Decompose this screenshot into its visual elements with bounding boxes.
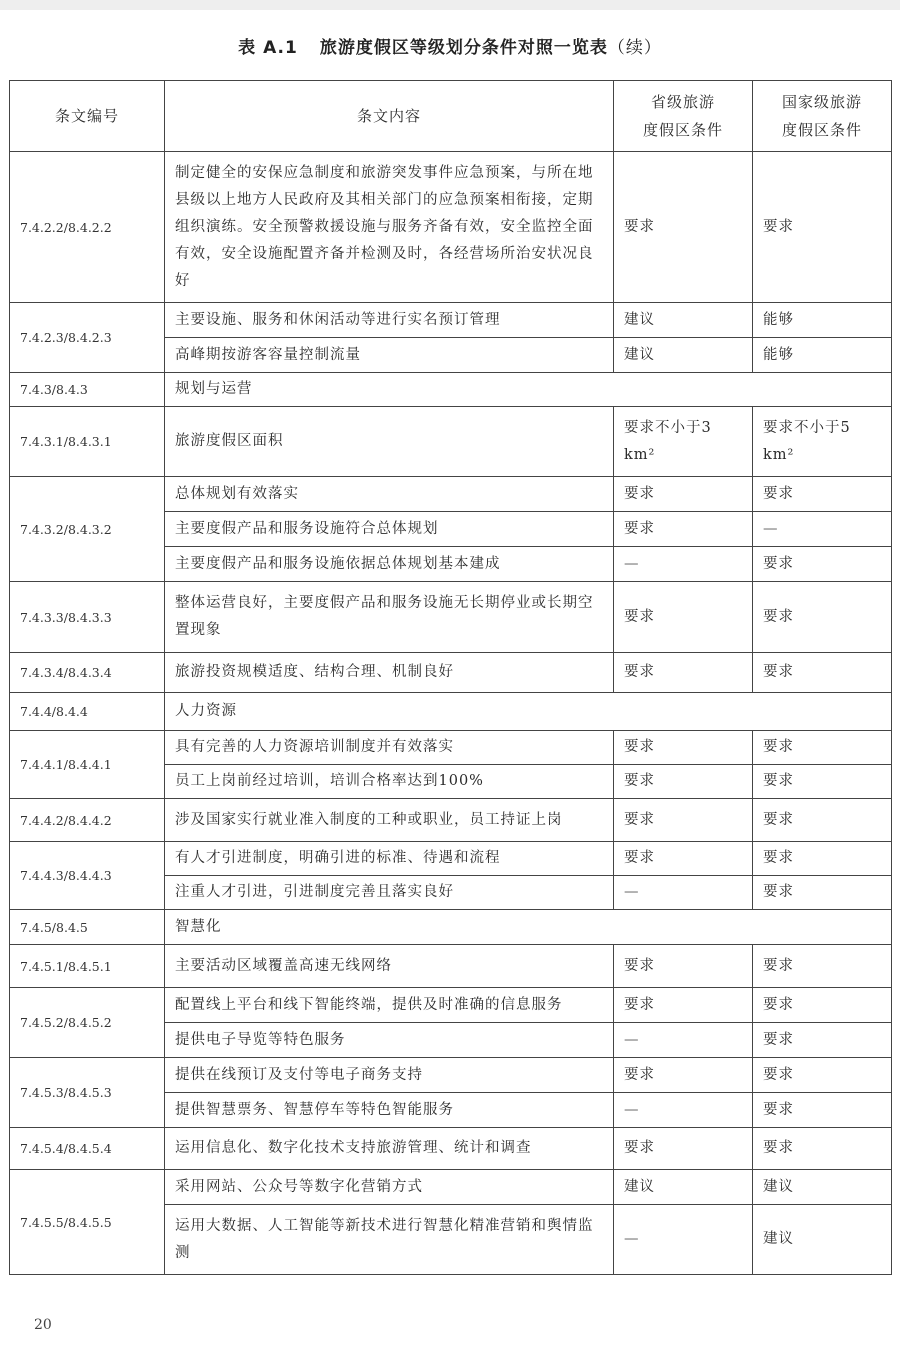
- provincial-condition: 建议: [614, 1170, 753, 1205]
- national-condition: 要求: [753, 799, 892, 842]
- provincial-condition: 要求: [614, 799, 753, 842]
- section-title: 规划与运营: [165, 373, 892, 407]
- provincial-condition: 要求: [614, 653, 753, 693]
- table-row: [10, 842, 892, 876]
- national-condition: 要求: [753, 988, 892, 1023]
- table-row: [10, 945, 892, 988]
- national-condition: 要求: [753, 731, 892, 765]
- national-condition: —: [753, 512, 892, 547]
- clause-code: 7.4.5.5/8.4.5.5: [10, 1170, 165, 1275]
- provincial-condition: 建议: [614, 338, 753, 373]
- table-row: [10, 477, 892, 512]
- provincial-condition: 要求: [614, 988, 753, 1023]
- clause-content: 采用网站、公众号等数字化营销方式: [165, 1170, 614, 1205]
- clause-content: 具有完善的人力资源培训制度并有效落实: [165, 731, 614, 765]
- section-code: 7.4.3/8.4.3: [10, 373, 165, 407]
- clause-content: 涉及国家实行就业准入制度的工种或职业，员工持证上岗: [165, 799, 614, 842]
- table-row: [10, 653, 892, 693]
- clause-content: 提供智慧票务、智慧停车等特色智能服务: [165, 1093, 614, 1128]
- provincial-condition: 要求: [614, 152, 753, 303]
- page-number: 20: [34, 1317, 52, 1333]
- clause-content: 旅游投资规模适度、结构合理、机制良好: [165, 653, 614, 693]
- provincial-condition: 要求: [614, 512, 753, 547]
- national-condition: 要求: [753, 945, 892, 988]
- table-label: 表 A.1: [238, 38, 298, 58]
- clause-code: 7.4.4.3/8.4.4.3: [10, 842, 165, 910]
- provincial-condition: 要求不小于3 km²: [614, 407, 753, 477]
- provincial-condition: —: [614, 1023, 753, 1058]
- clause-content: 运用大数据、人工智能等新技术进行智慧化精准营销和舆情监测: [165, 1205, 614, 1275]
- table-row: [10, 988, 892, 1023]
- clause-content: 有人才引进制度，明确引进的标准、待遇和流程: [165, 842, 614, 876]
- clause-code: 7.4.2.2/8.4.2.2: [10, 152, 165, 303]
- clause-content: 运用信息化、数字化技术支持旅游管理、统计和调查: [165, 1128, 614, 1170]
- clause-content: 提供在线预订及支付等电子商务支持: [165, 1058, 614, 1093]
- table-row: [10, 152, 892, 303]
- national-condition: 要求: [753, 152, 892, 303]
- clause-code: 7.4.4.1/8.4.4.1: [10, 731, 165, 799]
- clause-content: 总体规划有效落实: [165, 477, 614, 512]
- header-provincial-line1: 省级旅游: [650, 93, 715, 111]
- clause-content: 整体运营良好，主要度假产品和服务设施无长期停业或长期空置现象: [165, 582, 614, 653]
- header-provincial: [614, 81, 753, 152]
- clause-code: 7.4.5.2/8.4.5.2: [10, 988, 165, 1058]
- provincial-condition: 要求: [614, 582, 753, 653]
- provincial-condition: 要求: [614, 1058, 753, 1093]
- table-row: [10, 731, 892, 765]
- table-body: [10, 152, 892, 1275]
- provincial-condition: —: [614, 547, 753, 582]
- comparison-table: [9, 80, 892, 1275]
- clause-content: 主要活动区域覆盖高速无线网络: [165, 945, 614, 988]
- header-national-line1: 国家级旅游: [781, 93, 862, 111]
- clause-content: 主要度假产品和服务设施符合总体规划: [165, 512, 614, 547]
- section-row: [10, 373, 892, 407]
- table-row: [10, 303, 892, 338]
- section-code: 7.4.4/8.4.4: [10, 693, 165, 731]
- section-row: [10, 910, 892, 945]
- provincial-condition: —: [614, 1093, 753, 1128]
- header-provincial-line2: 度假区条件: [642, 121, 723, 139]
- table-row: [10, 1058, 892, 1093]
- national-condition: 要求: [753, 582, 892, 653]
- clause-code: 7.4.5.3/8.4.5.3: [10, 1058, 165, 1128]
- table-row: [10, 407, 892, 477]
- national-condition: 要求: [753, 1023, 892, 1058]
- table-caption: 旅游度假区等级划分条件对照一览表: [319, 38, 608, 58]
- header-national: [753, 81, 892, 152]
- clause-content: 主要设施、服务和休闲活动等进行实名预订管理: [165, 303, 614, 338]
- table-row: [10, 799, 892, 842]
- clause-code: 7.4.5.1/8.4.5.1: [10, 945, 165, 988]
- table-row: [10, 1170, 892, 1205]
- national-condition: 要求: [753, 547, 892, 582]
- national-condition: 要求: [753, 1058, 892, 1093]
- national-condition: 要求不小于5 km²: [753, 407, 892, 477]
- section-row: [10, 693, 892, 731]
- table-continued: （续）: [607, 38, 662, 58]
- national-condition: 建议: [753, 1170, 892, 1205]
- clause-content: 主要度假产品和服务设施依据总体规划基本建成: [165, 547, 614, 582]
- national-condition: 建议: [753, 1205, 892, 1275]
- national-condition: 要求: [753, 842, 892, 876]
- table-title: [0, 33, 900, 58]
- clause-content: 员工上岗前经过培训，培训合格率达到100%: [165, 765, 614, 799]
- national-condition: 要求: [753, 1093, 892, 1128]
- clause-content: 旅游度假区面积: [165, 407, 614, 477]
- clause-code: 7.4.3.2/8.4.3.2: [10, 477, 165, 582]
- provincial-condition: 要求: [614, 842, 753, 876]
- header-code: 条文编号: [10, 81, 165, 152]
- provincial-condition: 建议: [614, 303, 753, 338]
- national-condition: 要求: [753, 1128, 892, 1170]
- table-row: [10, 582, 892, 653]
- clause-code: 7.4.5.4/8.4.5.4: [10, 1128, 165, 1170]
- provincial-condition: —: [614, 1205, 753, 1275]
- section-title: 智慧化: [165, 910, 892, 945]
- table-row: [10, 1128, 892, 1170]
- clause-content: 注重人才引进，引进制度完善且落实良好: [165, 876, 614, 910]
- national-condition: 能够: [753, 338, 892, 373]
- clause-code: 7.4.3.4/8.4.3.4: [10, 653, 165, 693]
- clause-content: 制定健全的安保应急制度和旅游突发事件应急预案，与所在地县级以上地方人民政府及其相关部门的应急预案相衔接，定期组织演练。安全预警救援设施与服务齐备有效，安全监控全面有效，安全设施配置齐备并检测及时，各经营场所治安状况良好: [165, 152, 614, 303]
- provincial-condition: 要求: [614, 945, 753, 988]
- top-band: [0, 0, 900, 10]
- header-content: 条文内容: [165, 81, 614, 152]
- national-condition: 要求: [753, 477, 892, 512]
- clause-code: 7.4.3.1/8.4.3.1: [10, 407, 165, 477]
- header-row: [10, 81, 892, 152]
- provincial-condition: 要求: [614, 731, 753, 765]
- provincial-condition: 要求: [614, 1128, 753, 1170]
- clause-code: 7.4.3.3/8.4.3.3: [10, 582, 165, 653]
- provincial-condition: —: [614, 876, 753, 910]
- national-condition: 要求: [753, 765, 892, 799]
- national-condition: 要求: [753, 653, 892, 693]
- provincial-condition: 要求: [614, 477, 753, 512]
- clause-code: 7.4.4.2/8.4.4.2: [10, 799, 165, 842]
- section-code: 7.4.5/8.4.5: [10, 910, 165, 945]
- clause-code: 7.4.2.3/8.4.2.3: [10, 303, 165, 373]
- clause-content: 配置线上平台和线下智能终端，提供及时准确的信息服务: [165, 988, 614, 1023]
- clause-content: 提供电子导览等特色服务: [165, 1023, 614, 1058]
- provincial-condition: 要求: [614, 765, 753, 799]
- clause-content: 高峰期按游客容量控制流量: [165, 338, 614, 373]
- national-condition: 能够: [753, 303, 892, 338]
- header-national-line2: 度假区条件: [781, 121, 862, 139]
- national-condition: 要求: [753, 876, 892, 910]
- section-title: 人力资源: [165, 693, 892, 731]
